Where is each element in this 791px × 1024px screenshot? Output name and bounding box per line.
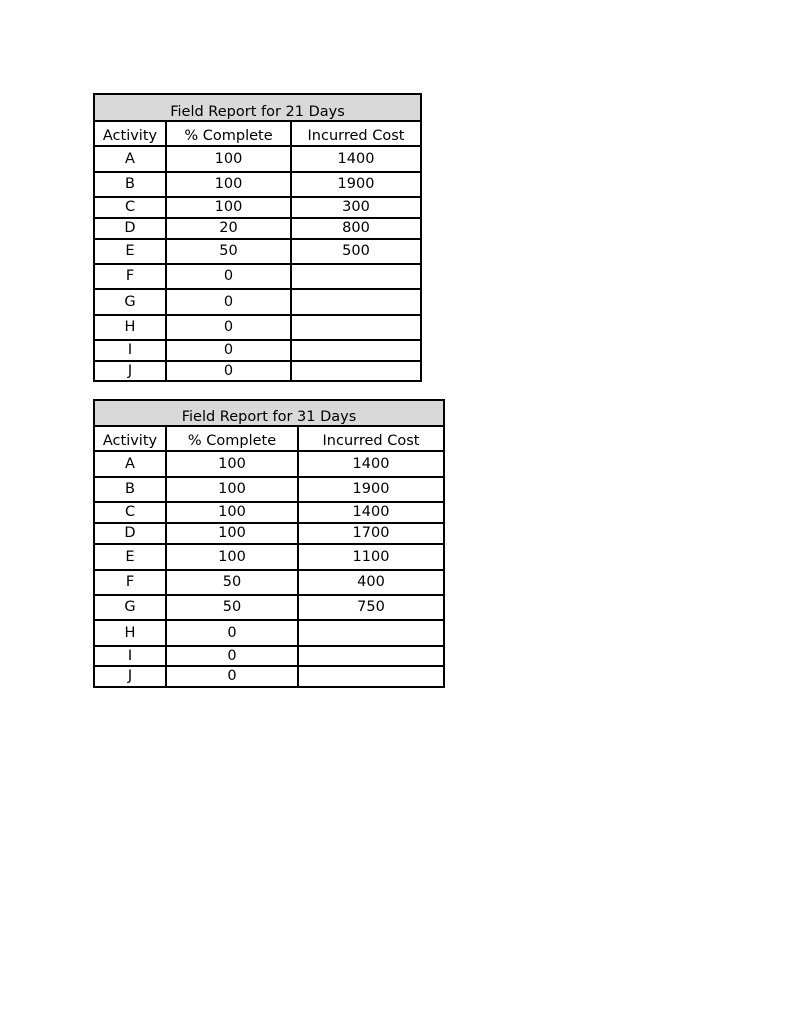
- table-row: [94, 218, 421, 239]
- incurred-cost-cell: 1400: [291, 146, 421, 172]
- activity-cell: D: [94, 218, 166, 239]
- incurred-cost-cell: 1700: [298, 523, 444, 544]
- percent-complete-cell: 0: [166, 340, 291, 361]
- percent-complete-cell: 100: [166, 502, 298, 523]
- table-row: [94, 361, 421, 381]
- percent-complete-cell: 0: [166, 361, 291, 381]
- activity-cell: B: [94, 477, 166, 502]
- incurred-cost-cell: [291, 289, 421, 315]
- activity-cell: G: [94, 595, 166, 620]
- percent-complete-cell: 100: [166, 451, 298, 477]
- incurred-cost-cell: [298, 620, 444, 646]
- table-row: [94, 477, 444, 502]
- incurred-cost-cell: 1400: [298, 451, 444, 477]
- incurred-cost-cell: 1900: [291, 172, 421, 197]
- incurred-cost-cell: 800: [291, 218, 421, 239]
- activity-cell: J: [94, 361, 166, 381]
- activity-cell: I: [94, 646, 166, 666]
- incurred-cost-cell: [298, 646, 444, 666]
- table-row: [94, 523, 444, 544]
- incurred-cost-cell: 750: [298, 595, 444, 620]
- table-row: [94, 146, 421, 172]
- activity-cell: A: [94, 451, 166, 477]
- column-header-activity: Activity: [94, 121, 166, 146]
- table-row: [94, 315, 421, 340]
- activity-cell: F: [94, 570, 166, 595]
- activity-cell: C: [94, 197, 166, 218]
- percent-complete-cell: 0: [166, 620, 298, 646]
- table-row: [94, 239, 421, 264]
- activity-cell: B: [94, 172, 166, 197]
- table-row: [94, 451, 444, 477]
- percent-complete-cell: 0: [166, 315, 291, 340]
- table-row: [94, 340, 421, 361]
- incurred-cost-cell: 500: [291, 239, 421, 264]
- table-title: Field Report for 21 Days: [94, 94, 421, 121]
- table-row: [94, 620, 444, 646]
- incurred-cost-cell: 300: [291, 197, 421, 218]
- percent-complete-cell: 0: [166, 264, 291, 289]
- percent-complete-cell: 0: [166, 666, 298, 687]
- incurred-cost-cell: 400: [298, 570, 444, 595]
- incurred-cost-cell: [291, 361, 421, 381]
- percent-complete-cell: 0: [166, 289, 291, 315]
- column-header-incurred-cost: Incurred Cost: [298, 426, 444, 451]
- column-header-percent-complete: % Complete: [166, 121, 291, 146]
- field-report-21-days-table: [93, 93, 422, 382]
- percent-complete-cell: 0: [166, 646, 298, 666]
- percent-complete-cell: 100: [166, 477, 298, 502]
- activity-cell: H: [94, 620, 166, 646]
- percent-complete-cell: 100: [166, 544, 298, 570]
- percent-complete-cell: 50: [166, 570, 298, 595]
- table-row: [94, 544, 444, 570]
- incurred-cost-cell: [298, 666, 444, 687]
- percent-complete-cell: 20: [166, 218, 291, 239]
- percent-complete-cell: 100: [166, 523, 298, 544]
- percent-complete-cell: 100: [166, 172, 291, 197]
- incurred-cost-cell: [291, 340, 421, 361]
- activity-cell: J: [94, 666, 166, 687]
- column-header-percent-complete: % Complete: [166, 426, 298, 451]
- percent-complete-cell: 100: [166, 146, 291, 172]
- incurred-cost-cell: 1100: [298, 544, 444, 570]
- table-row: [94, 570, 444, 595]
- table-row: [94, 666, 444, 687]
- table-title: Field Report for 31 Days: [94, 400, 444, 426]
- activity-cell: C: [94, 502, 166, 523]
- activity-cell: E: [94, 239, 166, 264]
- activity-cell: G: [94, 289, 166, 315]
- table-row: [94, 172, 421, 197]
- activity-cell: H: [94, 315, 166, 340]
- percent-complete-cell: 50: [166, 239, 291, 264]
- activity-cell: F: [94, 264, 166, 289]
- activity-cell: E: [94, 544, 166, 570]
- table-row: [94, 264, 421, 289]
- incurred-cost-cell: [291, 315, 421, 340]
- table-row: [94, 502, 444, 523]
- table-row: [94, 197, 421, 218]
- column-header-incurred-cost: Incurred Cost: [291, 121, 421, 146]
- table-row: [94, 289, 421, 315]
- activity-cell: A: [94, 146, 166, 172]
- activity-cell: I: [94, 340, 166, 361]
- incurred-cost-cell: 1400: [298, 502, 444, 523]
- activity-cell: D: [94, 523, 166, 544]
- table-row: [94, 595, 444, 620]
- incurred-cost-cell: 1900: [298, 477, 444, 502]
- table-row: [94, 646, 444, 666]
- percent-complete-cell: 100: [166, 197, 291, 218]
- column-header-activity: Activity: [94, 426, 166, 451]
- field-report-31-days-table: [93, 399, 445, 688]
- incurred-cost-cell: [291, 264, 421, 289]
- percent-complete-cell: 50: [166, 595, 298, 620]
